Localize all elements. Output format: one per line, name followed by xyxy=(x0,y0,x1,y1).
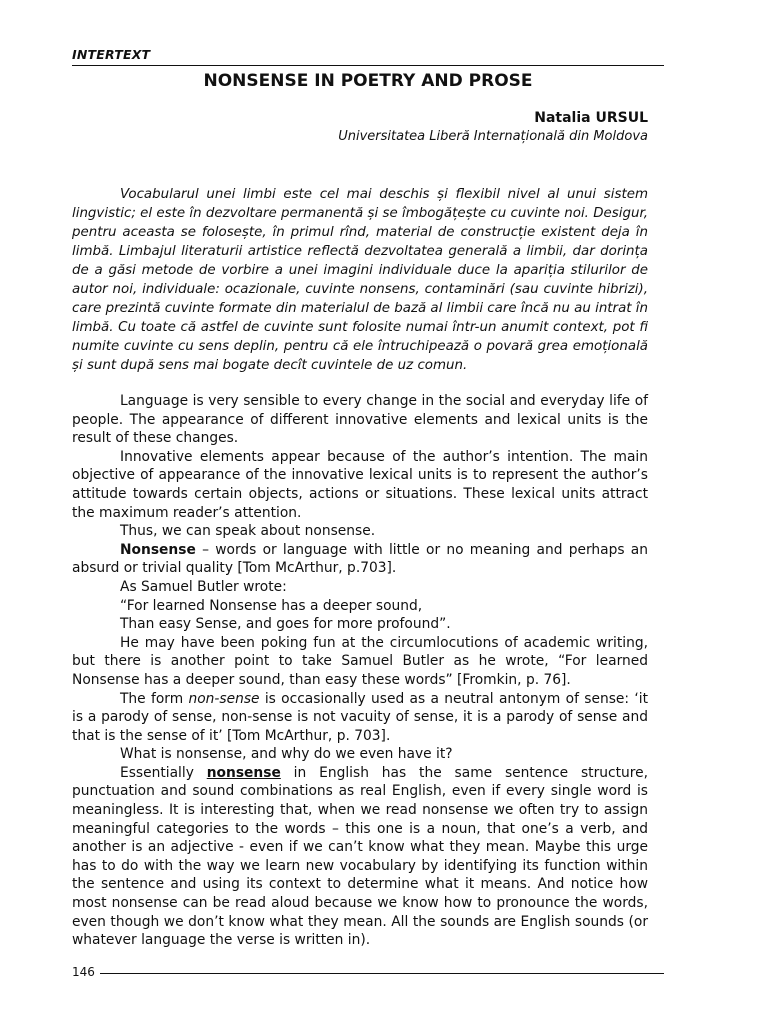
p9-lead: Essentially xyxy=(120,764,207,781)
p9-rest: in English has the same sentence structure, punctuation and sound combinations as real English, even if every single word is meaningless. It is interesting that, when we read nonsense we often try to assign meaningful categories to the words – this one is a noun, that one’s a verb, and another is an adjective - even if we can’t know what they mean. Maybe this urge has to do with the way we learn new vocabulary by identifying its function within the sentence and using its context to determine what it means. And notice how most nonsense can be read aloud because we know how to pronounce the words, even though we don’t know what they mean. All the sounds are English sounds (or whatever language the verse is written in). xyxy=(72,764,648,949)
term-nonsense: Nonsense xyxy=(120,541,196,558)
body-paragraph-3: Thus, we can speak about nonsense. xyxy=(120,523,376,540)
body-paragraph-5: As Samuel Butler wrote: xyxy=(120,578,287,595)
page-number: 146 xyxy=(72,965,95,979)
abstract-paragraph: Vocabularul unei limbi este cel mai deschis și flexibil nivel al unui sistem lingvistic; el este în dezvoltare permanentă și se îmbogățește cu cuvinte noi. Desigur, pentru aceasta se folosește, în primul rînd, material de construcție existent deja în limbă. Limbajul literaturii artistice reflectă dezvoltatea generală a limbii, dar dorința de a găsi metode de vorbire a unei imagini individuale duce la apariția stilurilor de autor noi, individuale: ocazionale, cuvinte nonsens, contaminări (sau cuvinte hibrizi), care prezintă cuvinte formate din materialul de bază al limbii care încă nu au intrat în limbă. Cu toate că astfel de cuvinte sunt folosite numai într-un anumit context, pot fi numite cuvinte cu sens deplin, pentru că ele întruchipează o povară grea emoțională și sunt după sens mai bogate decît cuvintele de uz comun. xyxy=(72,187,648,373)
author-name: Natalia URSUL xyxy=(534,110,648,126)
body-paragraph-7 xyxy=(72,690,648,746)
body-paragraph-6: He may have been poking fun at the circumlocutions of academic writing, but there is another point to take Samuel Butler as he wrote, “For learned Nonsense has a deeper sound, than easy these words” [Fromkin, p. 76]. xyxy=(72,634,648,688)
abstract xyxy=(72,185,648,375)
p7-rest: is occasionally used as a neutral antonym of sense: ‘it is a parody of sense, non-sense is not vacuity of sense, it is a parody of sense and that is the sense of it’ [Tom McArthur, p. 703]. xyxy=(72,690,648,744)
article-body xyxy=(72,392,648,950)
definition-text: – words or language with little or no meaning and perhaps an absurd or trivial quality [Tom McArthur, p.703]. xyxy=(72,541,648,577)
body-paragraph-4 xyxy=(72,541,648,578)
body-paragraph-9 xyxy=(72,764,648,950)
term-non-sense: non-sense xyxy=(188,690,260,707)
verse-line-2: Than easy Sense, and goes for more profound”. xyxy=(120,616,451,633)
body-paragraph-8: What is nonsense, and why do we even have it? xyxy=(120,746,453,763)
body-paragraph-2: Innovative elements appear because of the author’s intention. The main objective of appearance of the innovative lexical units is to represent the author’s attitude towards certain objects, actions or situations. These lexical units attract the maximum reader’s attention. xyxy=(72,448,648,521)
top-rule xyxy=(72,65,664,66)
section-label: INTERTEXT xyxy=(72,47,151,62)
article-title: NONSENSE IN POETRY AND PROSE xyxy=(203,71,533,91)
body-paragraph-1: Language is very sensible to every change in the social and everyday life of people. The appearance of different innovative elements and lexical units is the result of these changes. xyxy=(72,393,648,447)
verse-line-1: “For learned Nonsense has a deeper sound, xyxy=(120,597,423,614)
author-affiliation: Universitatea Liberă Internațională din Moldova xyxy=(338,129,648,144)
term-nonsense-underlined: nonsense xyxy=(206,764,281,781)
p7-lead: The form xyxy=(120,690,189,707)
bottom-rule xyxy=(100,973,664,974)
